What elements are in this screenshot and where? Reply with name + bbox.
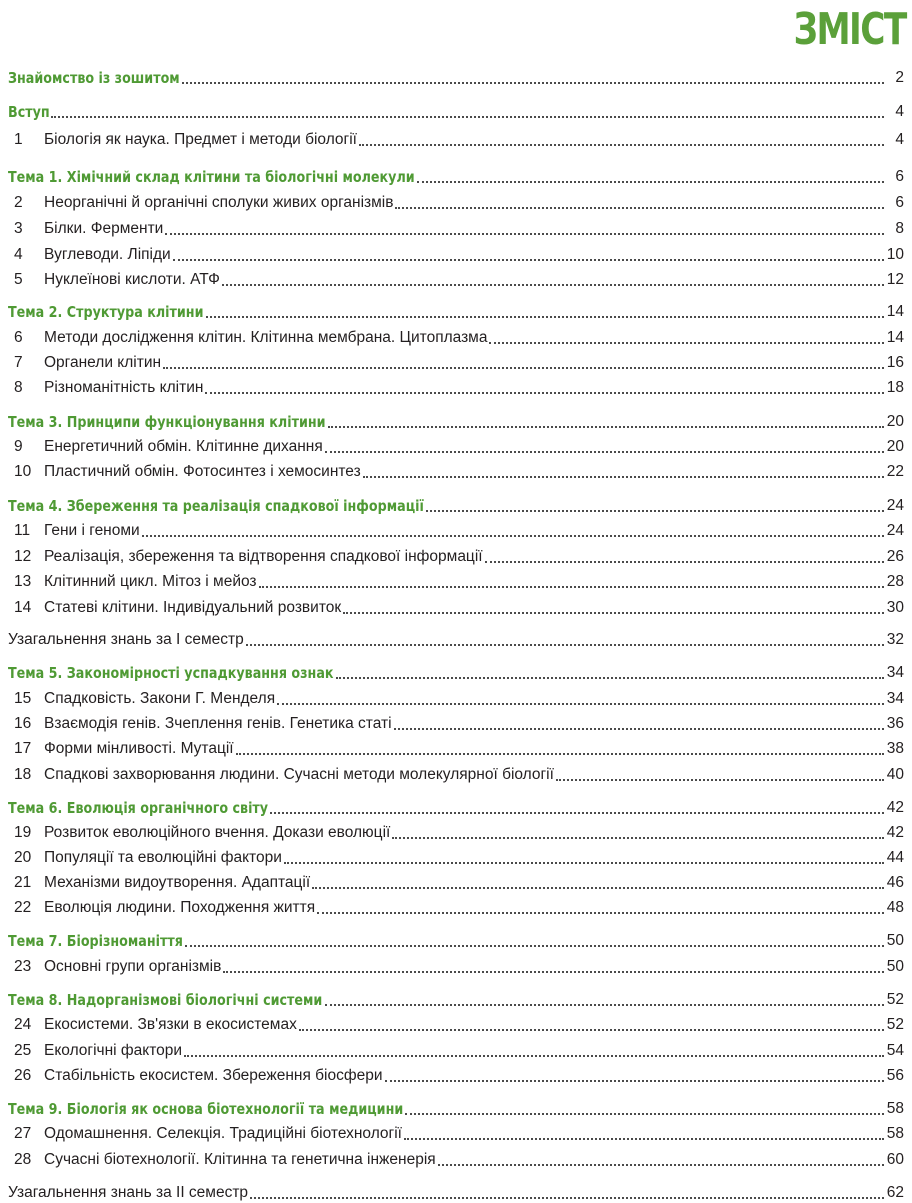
lesson-number: 6 <box>14 329 23 346</box>
dot-leader <box>236 753 884 755</box>
toc-lesson-entry <box>8 817 904 843</box>
toc-lesson-entry <box>8 322 904 348</box>
dot-leader <box>284 862 884 864</box>
entry-title: Органели клітин <box>44 354 162 371</box>
page-number: 56 <box>886 1067 904 1084</box>
lesson-number: 28 <box>14 1151 32 1168</box>
dot-leader <box>363 476 884 478</box>
page-number: 20 <box>886 438 904 455</box>
lesson-number: 13 <box>14 573 32 590</box>
toc-topic-entry <box>8 161 904 187</box>
dot-leader <box>163 367 884 369</box>
dot-leader <box>250 1197 884 1199</box>
toc-topic-entry <box>8 984 904 1010</box>
toc-lesson-entry <box>8 1060 904 1086</box>
lesson-number: 16 <box>14 715 32 732</box>
page-number: 12 <box>886 271 904 288</box>
dot-leader <box>299 1029 884 1031</box>
dot-leader <box>270 812 884 814</box>
dot-leader <box>222 284 884 286</box>
dot-leader <box>173 259 884 261</box>
entry-title: Знайомство із зошитом <box>8 69 180 87</box>
toc-lesson-entry <box>8 372 904 398</box>
entry-title: Еволюція людини. Походження життя <box>44 899 316 916</box>
entry-title: Вуглеводи. Ліпіди <box>44 246 171 263</box>
entry-title: Тема 9. Біологія як основа біотехнології та медицини <box>8 1100 404 1118</box>
toc-summary-entry <box>8 1177 904 1203</box>
page-number: 58 <box>886 1125 904 1142</box>
entry-title: Форми мінливості. Мутації <box>44 740 234 757</box>
page-number: 6 <box>895 168 904 185</box>
dot-leader <box>404 1138 884 1140</box>
toc-lesson-entry <box>8 213 904 239</box>
dot-leader <box>317 912 884 914</box>
toc-lesson-entry <box>8 566 904 592</box>
page-number: 50 <box>886 958 904 975</box>
lesson-number: 3 <box>14 220 23 237</box>
lesson-number: 20 <box>14 849 32 866</box>
lesson-number: 24 <box>14 1016 32 1033</box>
toc-lesson-entry <box>8 683 904 709</box>
dot-leader <box>325 451 884 453</box>
toc-lesson-entry <box>8 347 904 373</box>
entry-title: Механізми видоутворення. Адаптації <box>44 874 311 891</box>
dot-leader <box>392 837 884 839</box>
page-number: 26 <box>886 548 904 565</box>
lesson-number: 10 <box>14 463 32 480</box>
entry-title: Тема 4. Збереження та реалізація спадкової інформації <box>8 497 424 515</box>
page-number: 50 <box>886 932 904 949</box>
page-number: 16 <box>886 354 904 371</box>
entry-title: Вступ <box>8 103 50 121</box>
toc-lesson-entry <box>8 431 904 457</box>
entry-title: Тема 2. Структура клітини <box>8 303 204 321</box>
dot-leader <box>205 392 884 394</box>
entry-title: Тема 8. Надорганізмові біологічні системи <box>8 991 323 1009</box>
toc-lesson-entry <box>8 892 904 918</box>
page-number: 58 <box>886 1100 904 1117</box>
lesson-number: 26 <box>14 1067 32 1084</box>
toc-topic-entry <box>8 296 904 322</box>
toc-topic-entry <box>8 62 904 88</box>
toc-topic-entry <box>8 792 904 818</box>
dot-leader <box>336 677 884 679</box>
toc-lesson-entry <box>8 708 904 734</box>
toc-topic-entry <box>8 657 904 683</box>
page-number: 42 <box>886 824 904 841</box>
entry-title: Стабільність екосистем. Збереження біосфери <box>44 1067 383 1084</box>
entry-title: Клітинний цикл. Мітоз і мейоз <box>44 573 257 590</box>
dot-leader <box>277 703 884 705</box>
page-number: 52 <box>886 991 904 1008</box>
page-number: 48 <box>886 899 904 916</box>
toc-lesson-entry <box>8 733 904 759</box>
lesson-number: 5 <box>14 271 23 288</box>
page-number: 60 <box>886 1151 904 1168</box>
toc-lesson-entry <box>8 592 904 618</box>
page-number: 28 <box>886 573 904 590</box>
lesson-number: 27 <box>14 1125 32 1142</box>
toc-summary-entry <box>8 624 904 650</box>
page-number: 24 <box>886 497 904 514</box>
entry-title: Тема 5. Закономірності успадкування ознак <box>8 664 334 682</box>
page-number: 8 <box>895 220 904 237</box>
dot-leader <box>312 887 884 889</box>
lesson-number: 2 <box>14 194 23 211</box>
lesson-number: 12 <box>14 548 32 565</box>
entry-title: Взаємодія генів. Зчеплення генів. Генетика статі <box>44 715 392 732</box>
dot-leader <box>206 316 884 318</box>
lesson-number: 15 <box>14 690 32 707</box>
entry-title: Тема 1. Хімічний склад клітини та біологічні молекули <box>8 168 415 186</box>
dot-leader <box>489 342 884 344</box>
entry-title: Сучасні біотехнології. Клітинна та генетична інженерія <box>44 1151 436 1168</box>
page-number: 18 <box>886 379 904 396</box>
entry-title: Нуклеїнові кислоти. АТФ <box>44 271 220 288</box>
lesson-number: 9 <box>14 438 23 455</box>
page-number: 30 <box>886 599 904 616</box>
dot-leader <box>485 561 884 563</box>
entry-title: Узагальнення знань за І семестр <box>8 631 244 648</box>
page-number: 6 <box>895 194 904 211</box>
toc-lesson-entry <box>8 759 904 785</box>
page-number: 34 <box>886 664 904 681</box>
toc-lesson-entry <box>8 124 904 150</box>
lesson-number: 18 <box>14 766 32 783</box>
toc-topic-entry <box>8 490 904 516</box>
dot-leader <box>223 971 884 973</box>
toc-lesson-entry <box>8 541 904 567</box>
dot-leader <box>359 144 884 146</box>
lesson-number: 14 <box>14 599 32 616</box>
toc-topic-entry <box>8 925 904 951</box>
entry-title: Основні групи організмів <box>44 958 222 975</box>
entry-title: Тема 7. Біорізноманіття <box>8 932 183 950</box>
toc-topic-entry <box>8 1093 904 1119</box>
toc-lesson-entry <box>8 1035 904 1061</box>
dot-leader <box>405 1113 884 1115</box>
page-number: 4 <box>895 131 904 148</box>
dot-leader <box>185 945 884 947</box>
dot-leader <box>385 1080 885 1082</box>
page-number: 22 <box>886 463 904 480</box>
page-number: 32 <box>886 631 904 648</box>
toc-lesson-entry <box>8 187 904 213</box>
dot-leader <box>417 181 884 183</box>
lesson-number: 23 <box>14 958 32 975</box>
dot-leader <box>259 586 884 588</box>
lesson-number: 4 <box>14 246 23 263</box>
dot-leader <box>184 1055 884 1057</box>
page-number: 46 <box>886 874 904 891</box>
lesson-number: 8 <box>14 379 23 396</box>
toc-lesson-entry <box>8 1118 904 1144</box>
page-number: 34 <box>886 690 904 707</box>
entry-title: Екологічні фактори <box>44 1042 183 1059</box>
toc-topic-entry <box>8 406 904 432</box>
page-number: 38 <box>886 740 904 757</box>
toc-lesson-entry <box>8 239 904 265</box>
page-title: ЗМІСТ <box>793 4 906 55</box>
lesson-number: 21 <box>14 874 32 891</box>
dot-leader <box>343 612 884 614</box>
entry-title: Методи дослідження клітин. Клітинна мембрана. Цитоплазма <box>44 329 488 346</box>
dot-leader <box>246 644 884 646</box>
entry-title: Біологія як наука. Предмет і методи біології <box>44 131 357 148</box>
dot-leader <box>328 426 884 428</box>
dot-leader <box>556 779 884 781</box>
page-number: 36 <box>886 715 904 732</box>
lesson-number: 22 <box>14 899 32 916</box>
entry-title: Енергетичний обмін. Клітинне дихання <box>44 438 323 455</box>
entry-title: Розвиток еволюційного вчення. Докази еволюції <box>44 824 391 841</box>
page-number: 4 <box>895 103 904 120</box>
dot-leader <box>325 1004 884 1006</box>
dot-leader <box>438 1164 884 1166</box>
entry-title: Узагальнення знань за ІІ семестр <box>8 1184 249 1201</box>
entry-title: Спадкові захворювання людини. Сучасні методи молекулярної біології <box>44 766 554 783</box>
dot-leader <box>165 233 884 235</box>
toc-lesson-entry <box>8 515 904 541</box>
entry-title: Одомашнення. Селекція. Традиційні біотехнології <box>44 1125 402 1142</box>
lesson-number: 25 <box>14 1042 32 1059</box>
dot-leader <box>142 535 884 537</box>
entry-title: Неорганічні й органічні сполуки живих організмів <box>44 194 394 211</box>
page-number: 24 <box>886 522 904 539</box>
lesson-number: 17 <box>14 740 32 757</box>
dot-leader <box>426 510 884 512</box>
dot-leader <box>51 116 884 118</box>
toc-topic-entry <box>8 96 904 122</box>
entry-title: Екосистеми. Зв'язки в екосистемах <box>44 1016 297 1033</box>
toc-lesson-entry <box>8 1009 904 1035</box>
page-number: 62 <box>886 1184 904 1201</box>
entry-title: Білки. Ферменти <box>44 220 164 237</box>
page-number: 42 <box>886 799 904 816</box>
toc-lesson-entry <box>8 842 904 868</box>
lesson-number: 19 <box>14 824 32 841</box>
toc-lesson-entry <box>8 1144 904 1170</box>
lesson-number: 11 <box>14 522 31 539</box>
entry-title: Статеві клітини. Індивідуальний розвиток <box>44 599 342 616</box>
dot-leader <box>182 82 884 84</box>
entry-title: Різноманітність клітин <box>44 379 204 396</box>
page-number: 44 <box>886 849 904 866</box>
page-number: 14 <box>886 303 904 320</box>
entry-title: Тема 3. Принципи функціонування клітини <box>8 413 326 431</box>
entry-title: Тема 6. Еволюція органічного світу <box>8 799 269 817</box>
page-number: 54 <box>886 1042 904 1059</box>
entry-title: Гени і геноми <box>44 522 140 539</box>
toc-lesson-entry <box>8 951 904 977</box>
toc-lesson-entry <box>8 264 904 290</box>
page-number: 14 <box>886 329 904 346</box>
entry-title: Пластичний обмін. Фотосинтез і хемосинтез <box>44 463 361 480</box>
dot-leader <box>395 207 884 209</box>
lesson-number: 7 <box>14 354 23 371</box>
lesson-number: 1 <box>14 131 23 148</box>
entry-title: Реалізація, збереження та відтворення спадкової інформації <box>44 548 483 565</box>
entry-title: Спадковість. Закони Г. Менделя <box>44 690 276 707</box>
page-number: 10 <box>886 246 904 263</box>
page-number: 20 <box>886 413 904 430</box>
page-number: 40 <box>886 766 904 783</box>
dot-leader <box>394 728 884 730</box>
toc-lesson-entry <box>8 456 904 482</box>
page-number: 2 <box>895 69 904 86</box>
page-number: 52 <box>886 1016 904 1033</box>
entry-title: Популяції та еволюційні фактори <box>44 849 282 866</box>
toc-lesson-entry <box>8 867 904 893</box>
